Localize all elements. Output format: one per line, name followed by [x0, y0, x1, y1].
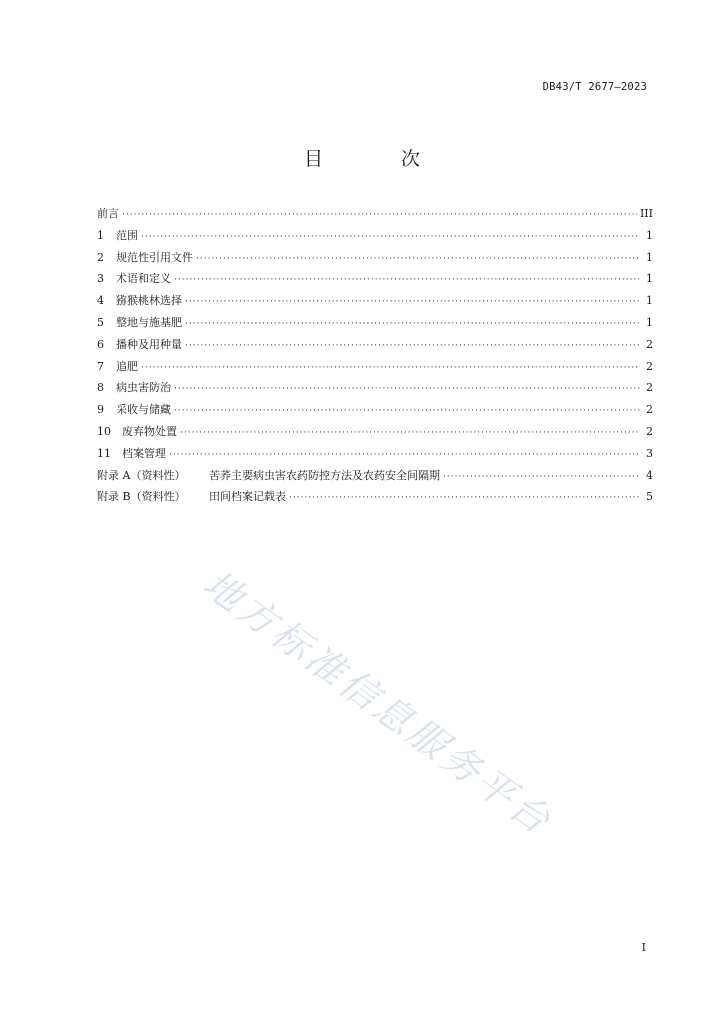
toc-dot-leader: [174, 379, 640, 401]
toc-entry-label: 整地与施基肥: [116, 315, 182, 329]
toc-entry-page: 2: [646, 337, 653, 351]
toc-dot-leader: [185, 292, 640, 314]
toc-entry-number: 8: [97, 381, 104, 395]
toc-entry-number: 6: [97, 337, 104, 351]
toc-entry-label: 苦荞主要病虫害农药防控方法及农药安全间隔期: [209, 468, 440, 482]
toc-entry-foreword[interactable]: [97, 203, 653, 225]
toc-entry-page: 2: [646, 424, 653, 438]
toc-dot-leader: [169, 445, 640, 467]
toc-dot-leader: [180, 423, 640, 445]
toc-entry-number: 2: [97, 250, 104, 264]
toc-entry-page: 5: [646, 490, 653, 504]
toc-entry-9[interactable]: [97, 399, 653, 421]
toc-entry-label: 范围: [116, 228, 138, 242]
document-code: DB43/T 2677—2023: [542, 81, 647, 93]
toc-dot-leader: [174, 401, 640, 423]
toc-entry-page: 1: [646, 294, 653, 308]
toc-entry-appendix-a[interactable]: [97, 465, 653, 487]
toc-entry-number: 7: [97, 359, 104, 373]
toc-dot-leader: [122, 205, 637, 227]
toc-entry-page: 2: [646, 403, 653, 417]
toc-entry-appendix-b[interactable]: [97, 486, 653, 508]
toc-entry-6[interactable]: [97, 334, 653, 356]
toc-entry-number: 5: [97, 315, 104, 329]
toc-entry-number: 附录 A（资料性）: [97, 468, 186, 482]
toc-entry-page: 2: [646, 359, 653, 373]
toc-entry-label: 废弃物处置: [122, 424, 177, 438]
toc-dot-leader: [443, 467, 640, 489]
toc-entry-label: 播种及用种量: [116, 337, 182, 351]
toc-entry-4[interactable]: [97, 290, 653, 312]
toc-entry-3[interactable]: [97, 268, 653, 290]
toc-entry-label: 规范性引用文件: [116, 250, 193, 264]
toc-entry-2[interactable]: [97, 247, 653, 269]
toc-entry-label: 猕猴桃林选择: [116, 294, 182, 308]
toc-entry-page: 2: [646, 381, 653, 395]
toc-entry-page: 1: [646, 272, 653, 286]
toc-entry-label: 采收与储藏: [116, 403, 171, 417]
toc-entry-page: III: [639, 207, 653, 220]
toc-entry-label: 病虫害防治: [116, 381, 171, 395]
toc-entry-1[interactable]: [97, 225, 653, 247]
toc-entry-5[interactable]: [97, 312, 653, 334]
toc-entry-page: 1: [646, 315, 653, 329]
toc-entry-label: 追肥: [116, 359, 138, 373]
toc-entry-11[interactable]: [97, 443, 653, 465]
table-of-contents: [97, 203, 653, 508]
toc-entry-label: 前言: [97, 207, 119, 220]
watermark: 地方标准信息服务平台: [195, 561, 561, 845]
toc-dot-leader: [185, 314, 640, 336]
toc-entry-8[interactable]: [97, 377, 653, 399]
toc-dot-leader: [196, 249, 640, 271]
toc-entry-7[interactable]: [97, 356, 653, 378]
toc-entry-number: 附录 B（资料性）: [97, 490, 186, 504]
toc-entry-label: 档案管理: [122, 446, 166, 460]
toc-dot-leader: [141, 227, 640, 249]
toc-entry-number: 1: [97, 228, 104, 242]
toc-dot-leader: [174, 270, 640, 292]
toc-entry-number: 3: [97, 272, 104, 286]
toc-entry-number: 4: [97, 294, 104, 308]
toc-entry-number: 9: [97, 403, 104, 417]
toc-entry-page: 3: [646, 446, 653, 460]
toc-dot-leader: [289, 488, 640, 510]
page-number: I: [641, 941, 646, 954]
toc-entry-page: 4: [646, 468, 653, 482]
toc-entry-label: 术语和定义: [116, 272, 171, 286]
toc-entry-page: 1: [646, 228, 653, 242]
toc-title: 目 次: [303, 148, 457, 170]
toc-entry-number: 10: [97, 424, 111, 438]
toc-entry-10[interactable]: [97, 421, 653, 443]
toc-entry-number: 11: [97, 446, 111, 460]
toc-dot-leader: [141, 358, 640, 380]
toc-dot-leader: [185, 336, 640, 358]
toc-entry-page: 1: [646, 250, 653, 264]
toc-entry-label: 田间档案记载表: [209, 490, 286, 504]
